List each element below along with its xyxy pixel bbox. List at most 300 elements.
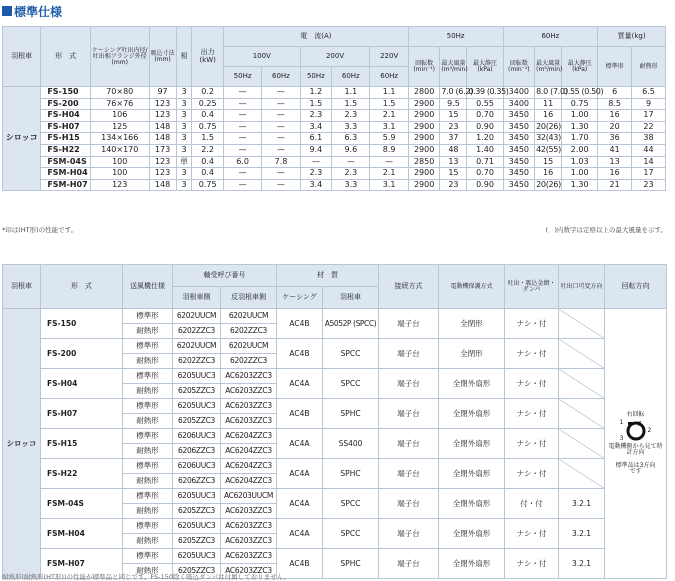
outlet-direction: 3.2.1	[559, 549, 605, 579]
protection: 全閉形	[439, 339, 505, 369]
h-100v-60: 60Hz	[262, 67, 300, 87]
h2-material: 材 質	[277, 265, 379, 287]
component-model: FSM-04S	[41, 489, 123, 519]
flange-damper: ナシ・付	[505, 339, 559, 369]
spec-model: FSM-04S	[41, 156, 91, 168]
bearing-heat-impeller: 6202ZZC3	[173, 354, 221, 369]
bearing-std-opposite: AC6203ZZC3	[221, 519, 277, 534]
spec-cell-output: 0.2	[192, 87, 224, 99]
component-row	[3, 519, 667, 534]
bearing-heat-opposite: 6202ZZC3	[221, 354, 277, 369]
spec-cell-output: 0.75	[192, 121, 224, 133]
spec-cell-a200-60: 2.3	[332, 110, 370, 122]
component-row	[3, 339, 667, 354]
rotation-numbers-left	[620, 420, 624, 443]
spec-cell-a220-60: 3.1	[370, 179, 408, 191]
flange-damper: 付・付	[505, 489, 559, 519]
spec-cell-a200-50: 9.4	[300, 144, 332, 156]
rotation-num-3: 3	[619, 435, 624, 443]
blower-std: 標準形	[123, 339, 173, 354]
spec-cell-a100-50: —	[223, 87, 261, 99]
material-impeller: SPCC	[323, 369, 379, 399]
blower-std: 標準形	[123, 549, 173, 564]
bearing-std-opposite: AC6204ZZC3	[221, 429, 277, 444]
spec-cell-a220-60: 5.9	[370, 133, 408, 145]
component-model: FSM-H04	[41, 519, 123, 549]
h2-outlet: 吐出口可変方向	[559, 265, 605, 309]
spec-row	[3, 121, 666, 133]
flange-damper: ナシ・付	[505, 399, 559, 429]
bearing-heat-impeller: 6202ZZC3	[173, 324, 221, 339]
rotation-caption: 電動機側から見て時計方向	[608, 443, 663, 457]
h2-impeller: 羽根車	[3, 265, 41, 309]
spec-cell-a100-50: —	[223, 110, 261, 122]
spec-row	[3, 144, 666, 156]
spec-cell-pr60: 1.30	[562, 121, 598, 133]
component-row	[3, 369, 667, 384]
blower-std: 標準形	[123, 489, 173, 504]
rotation-note: 標準品は3方向です	[615, 461, 656, 475]
spec-cell-phase: 3	[176, 121, 192, 133]
spec-cell-output: 0.4	[192, 110, 224, 122]
rotation-diagram	[606, 412, 665, 475]
material-impeller: SPHC	[323, 549, 379, 579]
blower-std: 標準形	[123, 399, 173, 414]
spec-cell-pr50: 0.71	[467, 156, 503, 168]
spec-cell-suction: 123	[149, 98, 176, 110]
material-casing: AC4B	[277, 309, 323, 339]
bearing-heat-opposite: 6202ZZC3	[221, 324, 277, 339]
connection: 端子台	[379, 429, 439, 459]
spec-cell-a100-50: —	[223, 179, 261, 191]
bearing-std-opposite: AC6204ZZC3	[221, 459, 277, 474]
spec-cell-a100-50: —	[223, 168, 261, 180]
spec-cell-a200-50: —	[300, 156, 332, 168]
spec-cell-rpm50: 2900	[408, 179, 440, 191]
spec-cell-pr60: 1.30	[562, 179, 598, 191]
spec-cell-m-std: 20	[598, 121, 632, 133]
spec-cell-pr60: 1.00	[562, 168, 598, 180]
spec-cell-phase: 単	[176, 156, 192, 168]
spec-cell-m-heat: 6.5	[632, 87, 666, 99]
bearing-heat-impeller: 6205ZZC3	[173, 384, 221, 399]
blower-heat: 耐熱形	[123, 414, 173, 429]
spec-cell-air60: 11	[535, 98, 562, 110]
connection: 端子台	[379, 399, 439, 429]
protection: 全閉外扇形	[439, 399, 505, 429]
spec-cell-suction: 148	[149, 121, 176, 133]
component-model: FS-H04	[41, 369, 123, 399]
spec-cell-a200-60: —	[332, 156, 370, 168]
section-title	[2, 3, 62, 19]
spec-cell-m-std: 36	[598, 133, 632, 145]
component-model: FS-H22	[41, 459, 123, 489]
spec-cell-a200-60: 1.1	[332, 87, 370, 99]
blower-heat: 耐熱形	[123, 354, 173, 369]
spec-cell-m-heat: 38	[632, 133, 666, 145]
protection: 全閉外扇形	[439, 459, 505, 489]
spec-cell-pr50: 0.70	[467, 110, 503, 122]
spec-cell-m-heat: 9	[632, 98, 666, 110]
blower-std: 標準形	[123, 309, 173, 324]
bearing-heat-opposite: AC6203ZZC3	[221, 384, 277, 399]
h-220v: 220V	[370, 47, 408, 67]
protection: 全閉外扇形	[439, 549, 505, 579]
spec-cell-air50: 15	[440, 110, 467, 122]
spec-cell-suction: 148	[149, 133, 176, 145]
spec-cell-suction: 148	[149, 179, 176, 191]
spec-cell-a200-60: 3.3	[332, 179, 370, 191]
spec-cell-m-heat: 14	[632, 156, 666, 168]
spec-cell-m-heat: 23	[632, 179, 666, 191]
h-model: 形 式	[41, 27, 91, 87]
spec-cell-air50: 48	[440, 144, 467, 156]
protection: 全閉外扇形	[439, 489, 505, 519]
bearing-std-impeller: 6205UUC3	[173, 399, 221, 414]
blower-std: 標準形	[123, 429, 173, 444]
h-mass: 質量(kg)	[598, 27, 666, 47]
spec-row	[3, 98, 666, 110]
h2-blower: 送風機仕様	[123, 265, 173, 309]
spec-cell-air50: 13	[440, 156, 467, 168]
h2-bearing: 軸受呼び番号	[173, 265, 277, 287]
spec-cell-rpm60: 3450	[503, 121, 535, 133]
h-rpm-50: 回転数(min⁻¹)	[408, 47, 440, 87]
spec-cell-phase: 3	[176, 179, 192, 191]
h-200v: 200V	[300, 47, 370, 67]
spec-cell-pr60: 2.00	[562, 144, 598, 156]
h-220v-60: 60Hz	[370, 67, 408, 87]
spec-cell-pr50: 0.55	[467, 98, 503, 110]
component-table-body	[3, 309, 667, 579]
component-model: FS-H15	[41, 429, 123, 459]
material-impeller: SPCC	[323, 339, 379, 369]
spec-cell-a100-60: 7.8	[262, 156, 300, 168]
spec-cell-casing: 106	[90, 110, 149, 122]
bearing-heat-impeller: 6205ZZC3	[173, 564, 221, 579]
spec-cell-rpm60: 3450	[503, 144, 535, 156]
h-mass-std: 標準形	[598, 47, 632, 87]
component-model: FS-H07	[41, 399, 123, 429]
outlet-direction	[559, 369, 605, 399]
component-model: FS-200	[41, 339, 123, 369]
bearing-heat-impeller: 6205ZZC3	[173, 534, 221, 549]
bearing-heat-opposite: AC6203ZZC3	[221, 414, 277, 429]
spec-cell-a200-50: 2.3	[300, 110, 332, 122]
blower-heat: 耐熱形	[123, 504, 173, 519]
spec-cell-a100-60: —	[262, 121, 300, 133]
h-pr-60: 最大静圧(kPa)	[562, 47, 598, 87]
spec-cell-pr60: 0.55 (0.50)	[563, 87, 604, 97]
spec-cell-a200-60: 2.3	[332, 168, 370, 180]
spec-cell-m-std: 13	[598, 156, 632, 168]
h-50hz: 50Hz	[408, 27, 503, 47]
blower-heat: 耐熱形	[123, 384, 173, 399]
h2-rotation: 回転方向	[605, 265, 667, 309]
spec-model: FS-H15	[41, 133, 91, 145]
connection: 端子台	[379, 459, 439, 489]
spec-cell-phase: 3	[176, 98, 192, 110]
spec-cell-rpm50: 2900	[408, 98, 440, 110]
component-table	[2, 264, 667, 579]
spec-cell-pr50: 0.90	[467, 121, 503, 133]
spec-cell-suction: 97	[149, 87, 176, 99]
bearing-heat-opposite: AC6204ZZC3	[221, 444, 277, 459]
h-casing: ケーシング吐出内径/吐出相フランジ外径(mm)	[90, 27, 149, 87]
spec-cell-m-heat: 44	[632, 144, 666, 156]
component-row	[3, 549, 667, 564]
h2-protection: 電動機保護方式	[439, 265, 505, 309]
connection: 端子台	[379, 519, 439, 549]
connection: 端子台	[379, 309, 439, 339]
spec-cell-rpm50: 2900	[408, 110, 440, 122]
bearing-heat-impeller: 6205ZZC3	[173, 414, 221, 429]
material-impeller: SPCC	[323, 489, 379, 519]
spec-cell-a200-50: 3.4	[300, 121, 332, 133]
spec-cell-output: 0.75	[192, 179, 224, 191]
spec-cell-a100-60: —	[262, 110, 300, 122]
h2-impeller-mat: 羽根車	[323, 287, 379, 309]
material-impeller: SPCC	[323, 519, 379, 549]
protection: 全閉外扇形	[439, 519, 505, 549]
note-ht: *印は(HT形)の性能です。	[2, 226, 78, 234]
spec-cell-rpm60: 3450	[503, 133, 535, 145]
spec-cell-air60: 16	[535, 168, 562, 180]
flange-damper: ナシ・付	[505, 549, 559, 579]
flange-damper: ナシ・付	[505, 309, 559, 339]
spec-row	[3, 179, 666, 191]
spec-cell-a100-60: —	[262, 98, 300, 110]
h2-bearing-impeller: 羽根車側	[173, 287, 221, 309]
spec-cell-pr50: 1.40	[467, 144, 503, 156]
spec-cell-casing: 100	[90, 156, 149, 168]
spec-row	[3, 87, 666, 99]
spec-cell-casing: 70×80	[90, 87, 149, 99]
spec-cell-rpm60: 3450	[503, 168, 535, 180]
bearing-std-opposite: AC6203ZZC3	[221, 369, 277, 384]
spec-cell-a200-60: 1.5	[332, 98, 370, 110]
spec-cell-a200-50: 1.5	[300, 98, 332, 110]
spec-cell-m-std: 16	[598, 168, 632, 180]
flange-damper: ナシ・付	[505, 429, 559, 459]
bearing-std-impeller: 6205UUC3	[173, 519, 221, 534]
material-impeller: SPHC	[323, 399, 379, 429]
spec-cell-m-std: 8.5	[598, 98, 632, 110]
spec-cell-output: 2.2	[192, 144, 224, 156]
bearing-heat-opposite: AC6203ZZC3	[221, 534, 277, 549]
footnote: 耐熱形(耐熱形(HT形))の性能が標準品と同じです。FS-150除く吸込ダンパは付属しておりません。	[2, 573, 290, 581]
spec-cell-pr50: 1.20	[467, 133, 503, 145]
spec-cell-suction: 123	[149, 110, 176, 122]
component-model: FSM-H07	[41, 549, 123, 579]
material-impeller: SS400	[323, 429, 379, 459]
h-pr-50: 最大静圧(kPa)	[467, 47, 503, 87]
spec-cell-suction: 173	[149, 144, 176, 156]
spec-cell-rpm60: 3400	[503, 87, 535, 99]
spec-model: FS-H07	[41, 121, 91, 133]
material-casing: AC4A	[277, 369, 323, 399]
h-suction: 吸込寸法(mm)	[149, 27, 176, 87]
spec-cell-a200-50: 3.4	[300, 179, 332, 191]
spec-cell-phase: 3	[176, 168, 192, 180]
spec-cell-output: 0.4	[192, 168, 224, 180]
h-current: 電 流(A)	[223, 27, 408, 47]
spec-cell-rpm60: 3400	[503, 98, 535, 110]
spec-cell-pr60: 1.00	[562, 110, 598, 122]
spec-cell-a220-60: 1.5	[370, 98, 408, 110]
rotation-cell	[605, 309, 667, 579]
bearing-std-impeller: 6205UUC3	[173, 369, 221, 384]
h2-model: 形 式	[41, 265, 123, 309]
connection: 端子台	[379, 549, 439, 579]
material-casing: AC4B	[277, 549, 323, 579]
spec-cell-m-heat: 17	[632, 168, 666, 180]
spec-cell-output: 0.4	[192, 156, 224, 168]
material-casing: AC4A	[277, 489, 323, 519]
spec-cell-casing: 100	[90, 168, 149, 180]
h-mass-heat: 耐熱形	[632, 47, 666, 87]
material-impeller: SPHC	[323, 459, 379, 489]
spec-cell-casing: 125	[90, 121, 149, 133]
spec-cell-rpm50: 2850	[408, 156, 440, 168]
h-rpm-60: 回転数(min⁻¹)	[503, 47, 535, 87]
component-row	[3, 399, 667, 414]
spec-row	[3, 168, 666, 180]
spec-cell-air60: 20(26)	[536, 179, 561, 189]
flange-damper: ナシ・付	[505, 519, 559, 549]
component-row	[3, 489, 667, 504]
blower-heat: 耐熱形	[123, 534, 173, 549]
spec-cell-air60: 15	[535, 156, 562, 168]
spec-cell-a100-50: 6.0	[223, 156, 261, 168]
outlet-direction	[559, 309, 605, 339]
h-phase: 相	[176, 27, 192, 87]
spec-table	[2, 26, 666, 191]
material-impeller: A5052P (SPCC)	[323, 309, 379, 339]
h-output: 出力(kW)	[192, 27, 224, 87]
spec-cell-suction: 123	[149, 156, 176, 168]
material-casing: AC4B	[277, 339, 323, 369]
spec-cell-pr60: 1.70	[562, 133, 598, 145]
spec-cell-air50: 23	[440, 179, 467, 191]
spec-cell-casing: 140×170	[90, 144, 149, 156]
bearing-std-impeller: 6202UUCM	[173, 339, 221, 354]
spec-cell-phase: 3	[176, 87, 192, 99]
component-row	[3, 459, 667, 474]
spec-cell-a100-60: —	[262, 144, 300, 156]
h2-bearing-opposite: 反羽根車側	[221, 287, 277, 309]
spec-impeller-type: シロッコ	[3, 87, 41, 191]
bearing-std-opposite: 6202UUCM	[221, 309, 277, 324]
spec-cell-pr50: 0.70	[467, 168, 503, 180]
spec-cell-phase: 3	[176, 144, 192, 156]
spec-cell-m-std: 6	[598, 87, 632, 99]
spec-cell-a220-60: —	[370, 156, 408, 168]
blower-std: 標準形	[123, 369, 173, 384]
outlet-direction: 3.2.1	[559, 519, 605, 549]
bearing-std-impeller: 6202UUCM	[173, 309, 221, 324]
spec-cell-a100-50: —	[223, 121, 261, 133]
spec-cell-air60: 16	[535, 110, 562, 122]
spec-cell-air50: 37	[440, 133, 467, 145]
spec-cell-a200-50: 2.3	[300, 168, 332, 180]
spec-cell-m-heat: 22	[632, 121, 666, 133]
spec-cell-air50: 7.0 (6.2)	[441, 87, 473, 97]
spec-cell-a100-50: —	[223, 144, 261, 156]
component-impeller-type: シロッコ	[3, 309, 41, 579]
h-air-60: 最大風量(m³/min)	[535, 47, 562, 87]
protection: 全閉外扇形	[439, 369, 505, 399]
connection: 端子台	[379, 489, 439, 519]
bearing-std-opposite: AC6203ZZC3	[221, 399, 277, 414]
outlet-direction	[559, 429, 605, 459]
spec-cell-casing: 123	[90, 179, 149, 191]
spec-cell-a220-60: 3.1	[370, 121, 408, 133]
bearing-std-impeller: 6206UUC3	[173, 459, 221, 474]
outlet-direction	[559, 339, 605, 369]
spec-cell-a220-60: 1.1	[370, 87, 408, 99]
spec-model: FSM-H07	[41, 179, 91, 191]
h-impeller: 羽根車	[3, 27, 41, 87]
blower-std: 標準形	[123, 519, 173, 534]
protection: 全閉形	[439, 309, 505, 339]
spec-cell-phase: 3	[176, 110, 192, 122]
spec-cell-casing: 134×166	[90, 133, 149, 145]
rotation-clockwise-icon	[625, 420, 647, 442]
spec-cell-rpm60: 3450	[503, 110, 535, 122]
material-casing: AC4A	[277, 459, 323, 489]
spec-cell-suction: 123	[149, 168, 176, 180]
component-row	[3, 429, 667, 444]
spec-cell-a200-60: 6.3	[332, 133, 370, 145]
blower-heat: 耐熱形	[123, 474, 173, 489]
spec-cell-rpm50: 2800	[408, 87, 440, 99]
h-200v-60: 60Hz	[332, 67, 370, 87]
h-100v-50: 50Hz	[223, 67, 261, 87]
rotation-label: 右回転	[626, 410, 645, 418]
spec-cell-pr60: 1.03	[562, 156, 598, 168]
component-row	[3, 309, 667, 324]
bearing-std-opposite: 6202UUCM	[221, 339, 277, 354]
connection: 端子台	[379, 369, 439, 399]
spec-row	[3, 110, 666, 122]
flange-damper: ナシ・付	[505, 459, 559, 489]
title-square-icon	[2, 6, 12, 16]
spec-cell-a200-60: 3.3	[332, 121, 370, 133]
spec-row	[3, 156, 666, 168]
spec-cell-a100-50: —	[223, 133, 261, 145]
rotation-figure	[620, 418, 652, 444]
h-60hz: 60Hz	[503, 27, 598, 47]
spec-cell-rpm50: 2900	[408, 133, 440, 145]
protection: 全閉外扇形	[439, 429, 505, 459]
blower-heat: 耐熱形	[123, 444, 173, 459]
bearing-heat-impeller: 6205ZZC3	[173, 504, 221, 519]
spec-cell-a200-60: 9.6	[332, 144, 370, 156]
flange-damper: ナシ・付	[505, 369, 559, 399]
bearing-std-opposite: AC6203ZZC3	[221, 549, 277, 564]
connection: 端子台	[379, 339, 439, 369]
spec-model: FSM-H04	[41, 168, 91, 180]
blower-std: 標準形	[123, 459, 173, 474]
outlet-direction	[559, 459, 605, 489]
outlet-direction: 3.2.1	[559, 489, 605, 519]
spec-cell-a100-50: —	[223, 98, 261, 110]
spec-cell-a100-60: —	[262, 168, 300, 180]
spec-cell-air60: 42(55)	[536, 145, 561, 155]
outlet-direction	[559, 399, 605, 429]
spec-cell-a100-60: —	[262, 133, 300, 145]
